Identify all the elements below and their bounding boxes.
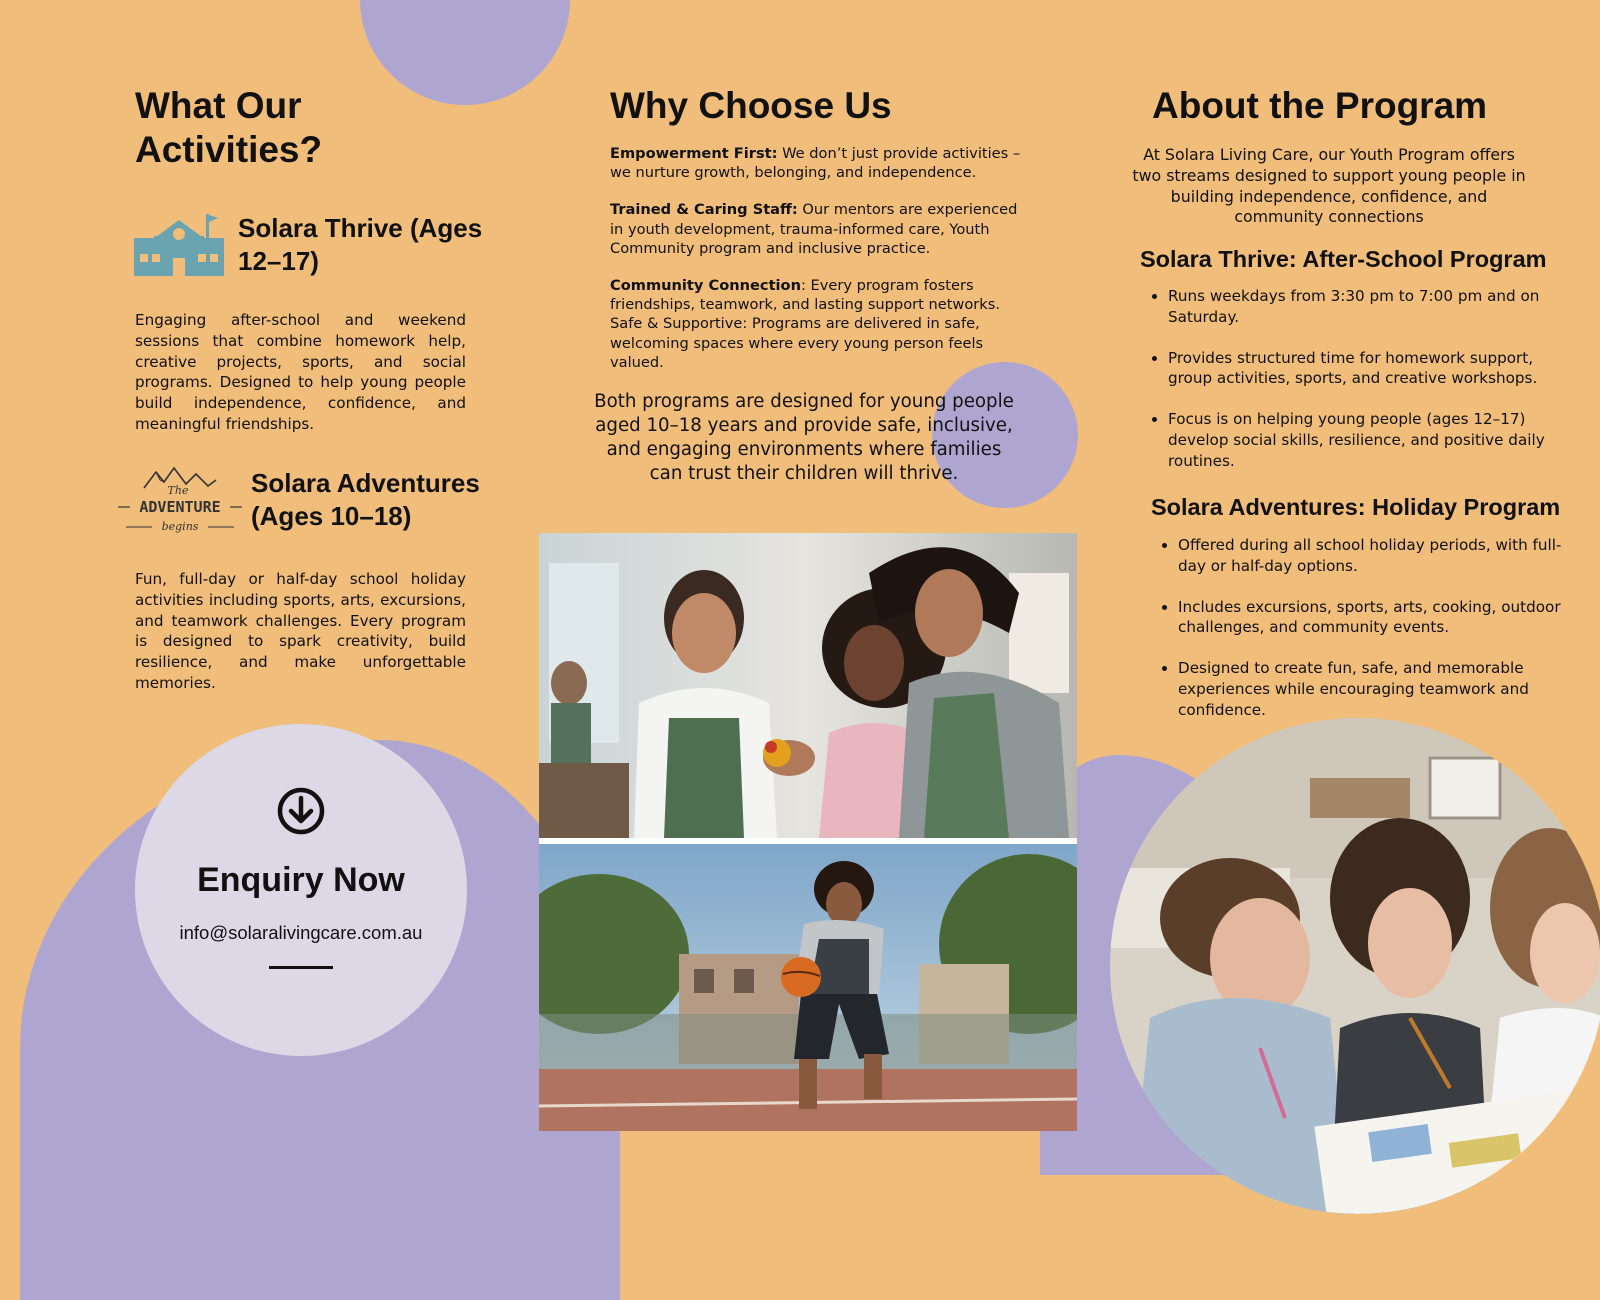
why-item-label: Trained & Caring Staff: xyxy=(610,201,798,219)
why-choose-title: Why Choose Us xyxy=(610,85,892,126)
top-decor-circle xyxy=(360,0,570,105)
why-item-community xyxy=(610,276,1030,372)
why-item-label: Community Connection xyxy=(610,277,801,295)
thrive-program-heading: Solara Thrive: After-School Program xyxy=(1140,246,1547,272)
adventure-begins-logo xyxy=(116,466,244,542)
enquiry-title: Enquiry Now xyxy=(197,861,405,899)
why-item-text: We don’t just provide activities – we nurture growth, belonging, and independence. xyxy=(610,145,1021,182)
why-item-empowerment xyxy=(610,144,1030,182)
thrive-description: Engaging after-school and weekend sessions that combine homework help, creative projects, sports, and social programs. Designed to help young people build independence, confidence, and meaningful friendships. xyxy=(135,311,466,433)
list-item: • Includes excursions, sports, arts, cooking, outdoor challenges, and community events. xyxy=(1178,597,1588,639)
list-item: • Runs weekdays from 3:30 pm to 7:00 pm and on Saturday. xyxy=(1168,286,1578,328)
thrive-heading: Solara Thrive (Ages 12–17) xyxy=(238,213,483,276)
list-item: • Provides structured time for homework support, group activities, sports, and creative workshops. xyxy=(1168,348,1578,390)
photo-basketball xyxy=(539,844,1077,1131)
list-item: • Focus is on helping young people (ages 12–17) develop social skills, resilience, and positive daily routines. xyxy=(1168,409,1578,471)
enquiry-underline xyxy=(269,966,333,969)
list-item: • Offered during all school holiday periods, with full-day or half-day options. xyxy=(1178,535,1588,577)
list-item: • Designed to create fun, safe, and memorable experiences while encouraging teamwork and confidence. xyxy=(1178,658,1588,720)
adventures-heading: Solara Adventures (Ages 10–18) xyxy=(251,468,480,531)
why-item-text: Our mentors are experienced in youth development, trauma-informed care, Youth Community program and inclusive practice. xyxy=(610,201,1018,257)
adventures-program-bullets xyxy=(1150,535,1588,741)
programs-summary: Both programs are designed for young people aged 10–18 years and provide safe, inclusive, and engaging environments where families can trust their children will thrive. xyxy=(594,391,1014,484)
arrow-down-circle-icon[interactable] xyxy=(276,786,326,836)
photo-kitchen-activity xyxy=(539,533,1077,838)
enquiry-circle[interactable] xyxy=(135,724,467,1056)
thrive-program-bullets xyxy=(1140,286,1578,492)
why-item-label: Empowerment First: xyxy=(610,145,778,162)
about-title: About the Program xyxy=(1152,85,1488,126)
about-intro: At Solara Living Care, our Youth Program offers two streams designed to support young people in building independence, confidence, and community connections xyxy=(1132,145,1526,227)
logo-text-top: The xyxy=(167,484,189,497)
adventures-description: Fun, full-day or half-day school holiday activities including sports, arts, excursions, and teamwork challenges. Every program is designed to spark creativity, build resilience, and make unforgettable memories. xyxy=(135,570,466,692)
why-item-text: : Every program fosters friendships, teamwork, and lasting support networks. Safe & Supportive: Programs are delivered in safe, welcoming spaces where every young person feels valued. xyxy=(610,277,1000,371)
enquiry-email[interactable]: info@solaralivingcare.com.au xyxy=(179,922,423,943)
why-choose-list xyxy=(610,144,1030,390)
why-item-staff xyxy=(610,200,1030,258)
adventures-program-heading: Solara Adventures: Holiday Program xyxy=(1151,494,1561,520)
activities-title: What Our Activities? xyxy=(135,85,323,170)
logo-text-mid: ADVENTURE xyxy=(139,498,221,516)
logo-text-bottom: begins xyxy=(161,520,199,533)
school-building-icon xyxy=(134,212,224,276)
photo-girls-drawing xyxy=(1110,718,1600,1214)
